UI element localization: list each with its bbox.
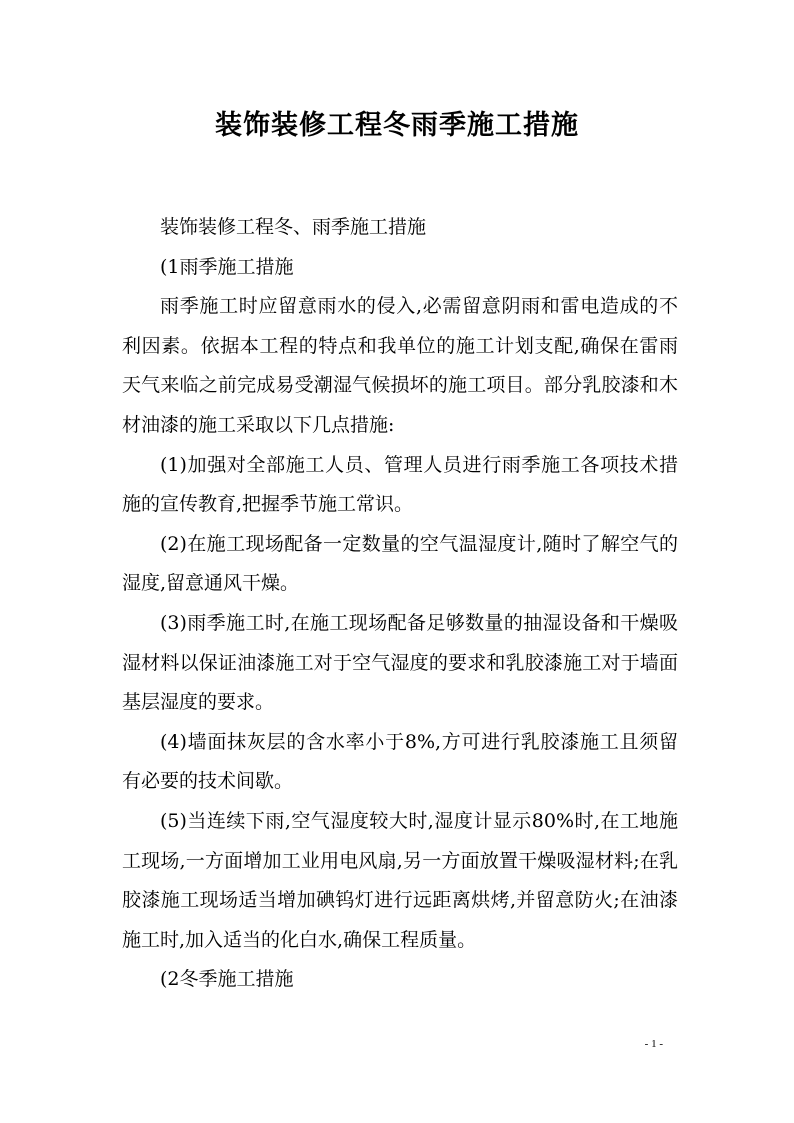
list-item: (3)雨季施工时,在施工现场配备足够数量的抽湿设备和干燥吸湿材料以保证油漆施工对于空气湿度的要求和乳胶漆施工对于墙面基层湿度的要求。 [122, 611, 678, 714]
subsection-heading-winter: (2冬季施工措施 [160, 968, 294, 991]
subsection-heading-rain: (1雨季施工措施 [160, 255, 294, 278]
body-paragraph: 雨季施工时应留意雨水的侵入,必需留意阴雨和雷电造成的不利因素。依据本工程的特点和我单位的施工计划支配,确保在雷雨天气来临之前完成易受潮湿气候损坏的施工项目。部分乳胶漆和木材油漆的施工采取以下几点措施: [122, 295, 678, 436]
document-title: 装饰装修工程冬雨季施工措施 [215, 110, 579, 141]
document-body [122, 208, 678, 1000]
section-heading: 装饰装修工程冬、雨季施工措施 [160, 216, 427, 238]
page-number: - 1 - [644, 1038, 663, 1050]
list-item: (1)加强对全部施工人员、管理人员进行雨季施工各项技术措施的宣传教育,把握季节施工常识。 [122, 453, 678, 516]
list-item: (2)在施工现场配备一定数量的空气温湿度计,随时了解空气的湿度,留意通风干燥。 [122, 532, 678, 595]
list-item: (4)墙面抹灰层的含水率小于8%,方可进行乳胶漆施工且须留有必要的技术间歇。 [122, 730, 678, 793]
list-item: (5)当连续下雨,空气湿度较大时,湿度计显示80%时,在工地施工现场,一方面增加工业用电风扇,另一方面放置干燥吸湿材料;在乳胶漆施工现场适当增加碘钨灯进行远距离烘烤,并留意防火;在油漆施工时,加入适当的化白水,确保工程质量。 [122, 809, 678, 951]
